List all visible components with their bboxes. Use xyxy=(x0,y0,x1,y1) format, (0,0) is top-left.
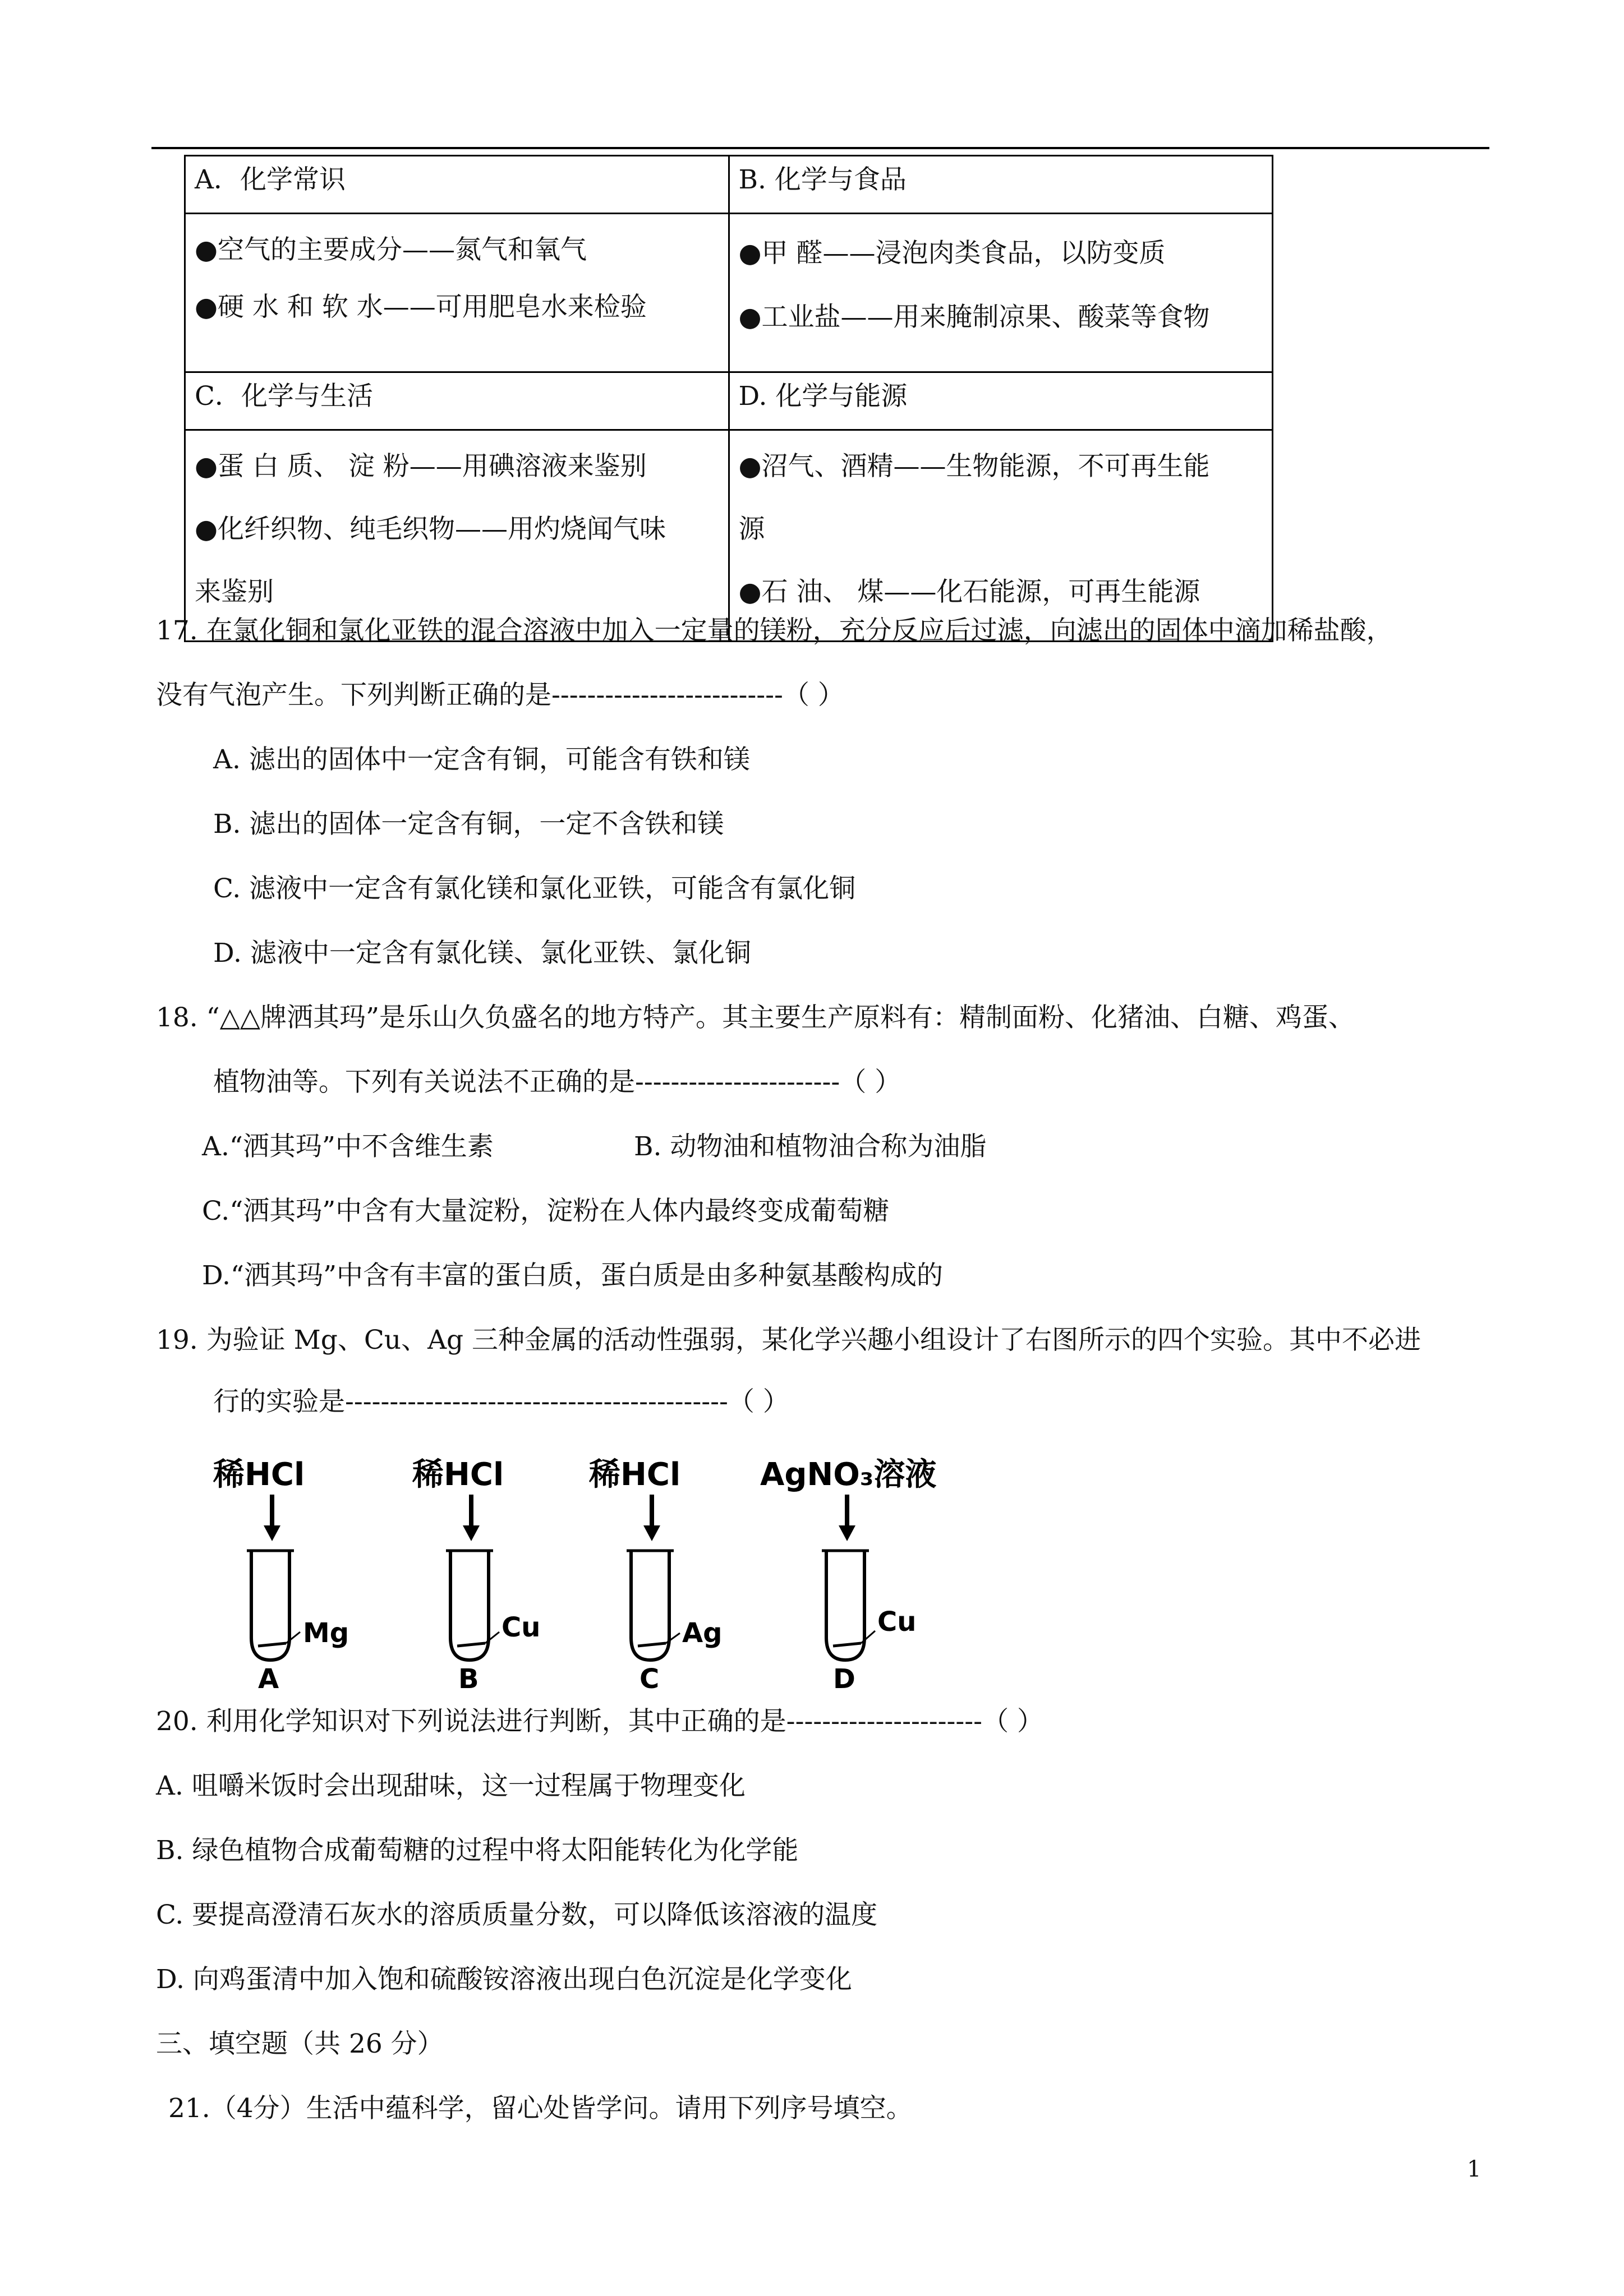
q18-option-a: A.“洒其玛”中不含维生素 xyxy=(202,1131,494,1162)
cell-a-item: ●空气的主要成分——氮气和氧气 xyxy=(195,234,587,265)
tube-c xyxy=(588,1456,723,1695)
q20-option-b: B. 绿色植物合成葡萄糖的过程中将太阳能转化为化学能 xyxy=(156,1835,799,1866)
cell-c-item: 来鉴别 xyxy=(195,577,274,607)
tube-c-letter: C xyxy=(640,1663,660,1695)
header-rule xyxy=(151,147,1489,149)
cell-d-body xyxy=(729,430,1273,642)
cell-d-head: D. 化学与能源 xyxy=(729,372,1273,430)
q17-stem-line2: 没有气泡产生。下列判断正确的是--------------------------（ ） xyxy=(156,680,844,711)
cell-a-body xyxy=(185,214,729,372)
tube-a xyxy=(213,1456,349,1695)
cell-d-item: ●石 油、 煤——化石能源，可再生能源 xyxy=(738,577,1200,607)
q17-option-a: A. 滤出的固体中一定含有铜，可能含有铁和镁 xyxy=(213,744,750,775)
q21-stem: 21.（4分）生活中蕴科学，留心处皆学问。请用下列序号填空。 xyxy=(168,2093,913,2124)
q17-option-c: C. 滤液中一定含有氯化镁和氯化亚铁，可能含有氯化铜 xyxy=(213,873,856,904)
cell-d-item: 源 xyxy=(738,514,765,545)
q19-stem-line2: 行的实验是-------------------------------------------（ ） xyxy=(213,1386,789,1417)
section-heading: 三、填空题（共 26 分） xyxy=(156,2028,444,2059)
q17-stem-line1: 17. 在氯化铜和氯化亚铁的混合溶液中加入一定量的镁粉，充分反应后过滤，向滤出的固体中滴加稀盐酸， xyxy=(156,615,1393,646)
cell-c-item: ●蛋 白 质、 淀 粉——用碘溶液来鉴别 xyxy=(195,451,647,482)
tube-d-metal: Cu xyxy=(877,1606,917,1638)
tube-a-reagent: 稀HCl xyxy=(213,1456,305,1493)
q17-option-b: B. 滤出的固体一定含有铜，一定不含铁和镁 xyxy=(213,809,724,840)
q18-stem-line2: 植物油等。下列有关说法不正确的是-----------------------（ ） xyxy=(213,1067,901,1098)
q18-option-d: D.“洒其玛”中含有丰富的蛋白质，蛋白质是由多种氨基酸构成的 xyxy=(202,1260,944,1291)
q20-option-a: A. 咀嚼米饭时会出现甜味，这一过程属于物理变化 xyxy=(156,1771,746,1801)
tube-b-reagent: 稀HCl xyxy=(412,1456,504,1493)
tube-c-reagent: 稀HCl xyxy=(589,1456,681,1493)
page-number: 1 xyxy=(1467,2156,1482,2182)
knowledge-table xyxy=(184,155,1273,642)
q18-option-c: C.“洒其玛”中含有大量淀粉，淀粉在人体内最终变成葡萄糖 xyxy=(202,1196,890,1227)
cell-b-head: B. 化学与食品 xyxy=(729,156,1273,214)
tube-a-metal: Mg xyxy=(303,1617,349,1649)
q17-option-d: D. 滤液中一定含有氯化镁、氯化亚铁、氯化铜 xyxy=(213,938,751,969)
q18-option-b: B. 动物油和植物油合称为油脂 xyxy=(634,1131,987,1162)
q20-option-c: C. 要提高澄清石灰水的溶质质量分数，可以降低该溶液的温度 xyxy=(156,1899,878,1930)
cell-b-item: ●甲 醛——浸泡肉类食品，以防变质 xyxy=(738,238,1166,269)
cell-d-item: ●沼气、酒精——生物能源，不可再生能 xyxy=(738,451,1210,482)
q20-option-d: D. 向鸡蛋清中加入饱和硫酸铵溶液出现白色沉淀是化学变化 xyxy=(156,1964,852,1995)
tube-b-letter: B xyxy=(458,1663,479,1695)
tube-b-metal: Cu xyxy=(502,1612,541,1643)
cell-a-head: A．化学常识 xyxy=(185,156,729,214)
cell-a-item: ●硬 水 和 软 水——可用肥皂水来检验 xyxy=(195,292,647,322)
cell-b-body xyxy=(729,214,1273,372)
cell-c-item: ●化纤织物、纯毛织物——用灼烧闻气味 xyxy=(195,514,666,545)
tube-d-letter: D xyxy=(833,1663,855,1695)
q19-stem-line1: 19. 为验证 Mg、Cu、Ag 三种金属的活动性强弱，某化学兴趣小组设计了右图所示的四个实验。其中不必进 xyxy=(156,1325,1421,1356)
tube-c-metal: Ag xyxy=(682,1617,723,1649)
cell-b-item: ●工业盐——用来腌制凉果、酸菜等食物 xyxy=(738,302,1210,333)
q20-stem: 20. 利用化学知识对下列说法进行判断，其中正确的是----------------------（ ） xyxy=(156,1706,1044,1737)
cell-c-head: C．化学与生活 xyxy=(185,372,729,430)
tube-a-letter: A xyxy=(258,1663,279,1695)
q18-stem-line1: 18. “△△牌洒其玛”是乐山久负盛名的地方特产。其主要生产原料有：精制面粉、化猪油、白糖、鸡蛋、 xyxy=(156,1002,1355,1033)
tube-d-reagent: AgNO₃溶液 xyxy=(760,1456,937,1493)
tube-d xyxy=(760,1456,936,1695)
tube-b xyxy=(412,1456,540,1695)
test-tube-figure xyxy=(208,1453,993,1699)
cell-c-body xyxy=(185,430,729,642)
